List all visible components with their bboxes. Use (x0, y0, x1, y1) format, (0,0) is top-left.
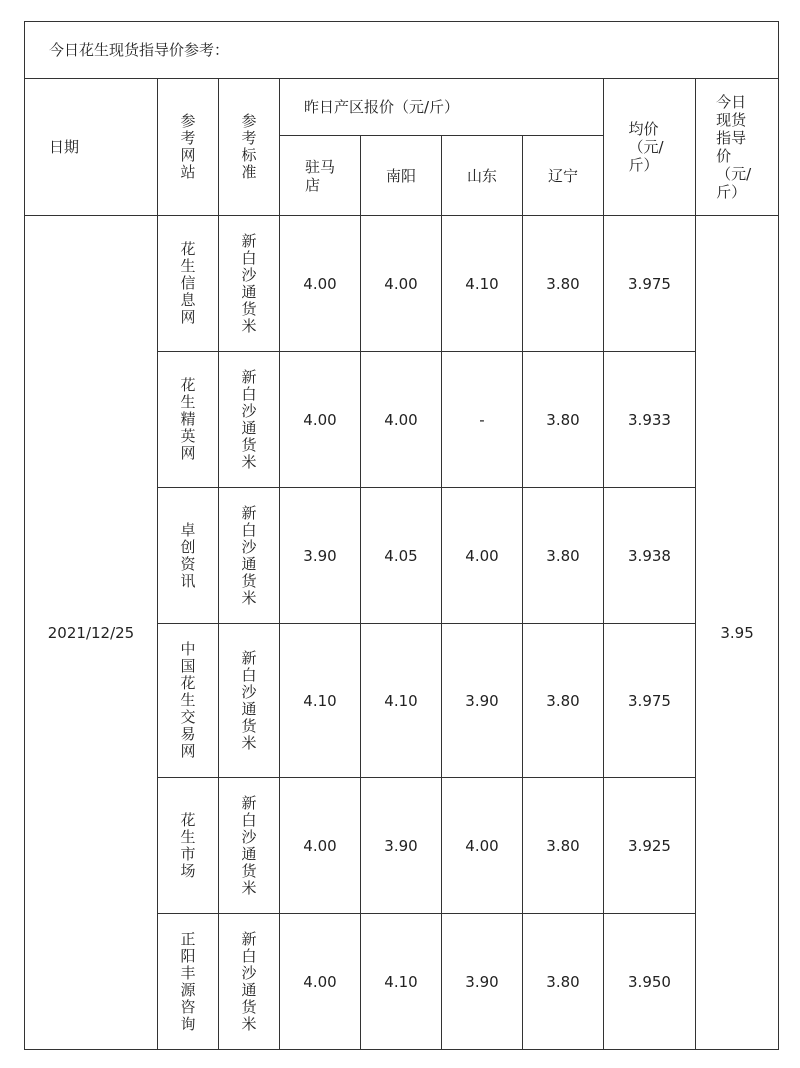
site-cell: 花生精英网 (158, 352, 219, 488)
date-header: 日期 (25, 79, 158, 216)
price-cell: 3.80 (523, 624, 604, 778)
price-cell: 4.00 (280, 914, 361, 1050)
price-cell: 3.80 (523, 914, 604, 1050)
average-cell: 3.950 (604, 914, 696, 1050)
price-cell: - (442, 352, 523, 488)
site-cell: 花生市场 (158, 778, 219, 914)
price-cell: 4.00 (361, 216, 442, 352)
table-row (25, 216, 779, 352)
region-header-liaoning: 辽宁 (523, 136, 604, 216)
price-cell: 4.00 (280, 352, 361, 488)
standard-cell: 新白沙通货米 (219, 216, 280, 352)
standard-header: 参考标准 (219, 79, 280, 216)
average-header: 均价（元/斤） (604, 79, 696, 216)
website-header: 参考网站 (158, 79, 219, 216)
price-cell: 4.00 (280, 216, 361, 352)
price-cell: 4.10 (361, 624, 442, 778)
price-cell: 4.00 (442, 778, 523, 914)
standard-cell: 新白沙通货米 (219, 914, 280, 1050)
site-cell: 花生信息网 (158, 216, 219, 352)
price-cell: 3.80 (523, 352, 604, 488)
price-cell: 4.10 (361, 914, 442, 1050)
average-cell: 3.933 (604, 352, 696, 488)
price-cell: 4.00 (442, 488, 523, 624)
yesterday-quote-header: 昨日产区报价（元/斤） (280, 79, 604, 136)
today-price-header: 今日现货指导价（元/斤） (696, 79, 779, 216)
date-cell: 2021/12/25 (25, 216, 158, 1050)
site-cell: 正阳丰源咨询 (158, 914, 219, 1050)
region-header-zhumadian: 驻马店 (280, 136, 361, 216)
price-cell: 4.05 (361, 488, 442, 624)
site-cell: 中国花生交易网 (158, 624, 219, 778)
price-cell: 3.90 (280, 488, 361, 624)
price-cell: 3.80 (523, 778, 604, 914)
standard-cell: 新白沙通货米 (219, 624, 280, 778)
price-cell: 3.80 (523, 216, 604, 352)
table-title: 今日花生现货指导价参考： (25, 22, 779, 79)
average-cell: 3.975 (604, 624, 696, 778)
price-cell: 3.90 (442, 914, 523, 1050)
region-header-shandong: 山东 (442, 136, 523, 216)
standard-cell: 新白沙通货米 (219, 488, 280, 624)
price-table (24, 21, 779, 1050)
price-cell: 3.90 (442, 624, 523, 778)
average-cell: 3.975 (604, 216, 696, 352)
price-cell: 4.00 (280, 778, 361, 914)
average-cell: 3.938 (604, 488, 696, 624)
site-cell: 卓创资讯 (158, 488, 219, 624)
price-cell: 4.10 (280, 624, 361, 778)
price-cell: 3.80 (523, 488, 604, 624)
price-cell: 4.10 (442, 216, 523, 352)
today-price-cell: 3.95 (696, 216, 779, 1050)
price-cell: 3.90 (361, 778, 442, 914)
region-header-nanyang: 南阳 (361, 136, 442, 216)
price-cell: 4.00 (361, 352, 442, 488)
average-cell: 3.925 (604, 778, 696, 914)
standard-cell: 新白沙通货米 (219, 778, 280, 914)
standard-cell: 新白沙通货米 (219, 352, 280, 488)
